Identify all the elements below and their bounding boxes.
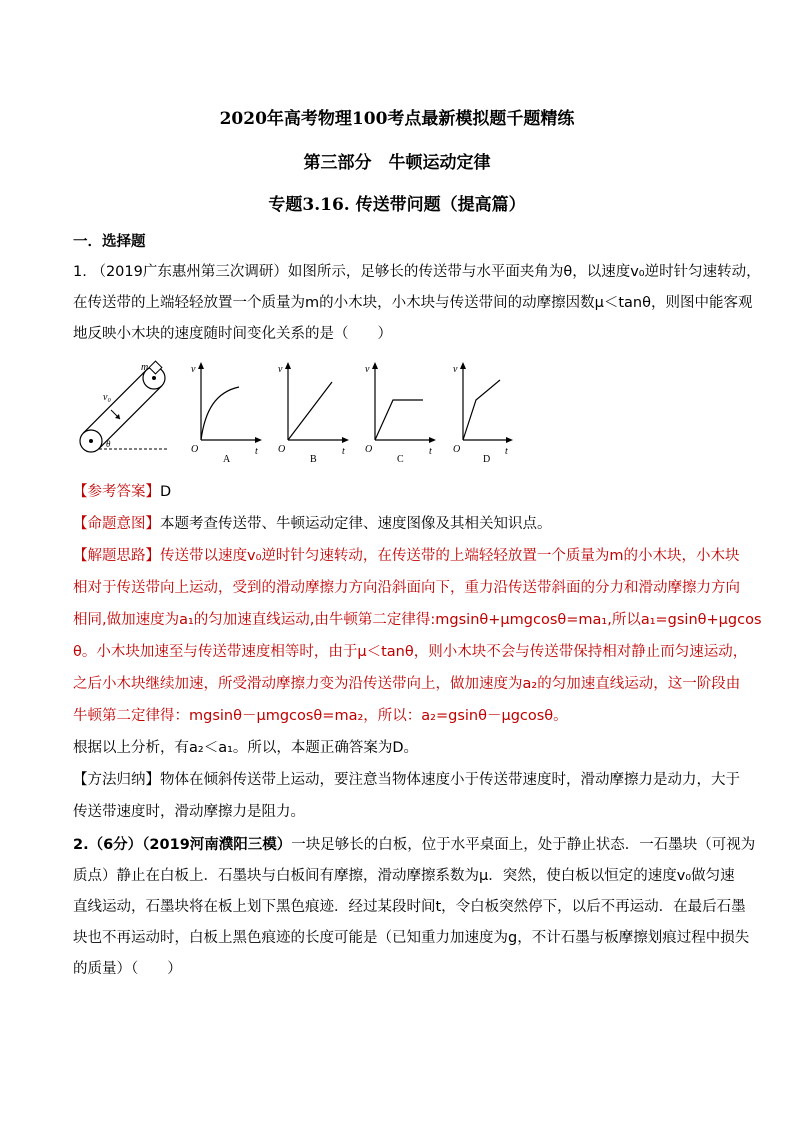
graph-b (278, 362, 349, 465)
solution-line-4: θ。小木块加速至与传送带速度相等时，由于μ＜tanθ，则小木块不会与传送带保持相对静止而匀速运动， (73, 644, 748, 660)
method-row-1 (73, 770, 740, 790)
svg-text:O: O (365, 444, 373, 455)
q2-row-1 (73, 835, 756, 855)
topic-title: 专题3.16. 传送带问题（提高篇） (268, 195, 526, 215)
svg-text:t: t (505, 446, 508, 457)
intent-text: 本题考查传送带、牛顿运动定律、速度图像及其相关知识点。 (160, 516, 552, 532)
solution-line-1: 传送带以速度v₀逆时针匀速转动，在传送带的上端轻轻放置一个质量为m的小木块，小木块 (160, 548, 740, 564)
graph-d-line (463, 380, 500, 440)
q1-line-1: 1. （2019广东惠州第三次调研）如图所示，足够长的传送带与水平面夹角为θ，以速度v₀逆时针匀速转动， (73, 264, 761, 280)
conclusion-line: 根据以上分析，有a₂＜a₁。所以，本题正确答案为D。 (73, 740, 419, 756)
intent-row (73, 514, 733, 534)
belt-label-v0: v₀ (103, 392, 111, 403)
solution-line-6: 牛顿第二定律得：mgsinθ－μmgcosθ=ma₂，所以：a₂=gsinθ－μgcosθ。 (73, 708, 568, 724)
method-line-2: 传送带速度时，滑动摩擦力是阻力。 (73, 804, 305, 820)
q2-head: 2.（6分）（2019河南濮阳三模） (73, 837, 292, 853)
graph-b-line (288, 382, 332, 440)
svg-text:O: O (278, 444, 286, 455)
part-title: 第三部分 牛顿运动定律 (303, 153, 491, 173)
answer-value: D (160, 484, 172, 500)
q2-line-1: 一块足够长的白板，位于水平桌面上，处于静止状态．一石墨块（可视为 (291, 837, 756, 853)
solution-row-1 (73, 546, 740, 566)
q2-line-5: 的质量）（ ） (73, 961, 182, 977)
method-label: 【方法归纳】 (73, 772, 160, 788)
svg-text:O: O (453, 444, 461, 455)
svg-text:v: v (278, 364, 283, 375)
belt-label-m: m (141, 362, 149, 373)
section-heading: 一．选择题 (73, 234, 146, 250)
graph-c (365, 362, 436, 465)
conveyor-belt-diagram (80, 361, 168, 452)
graph-a-label: A (223, 454, 231, 465)
graph-b-label: B (310, 454, 317, 465)
q1-line-2: 在传送带的上端轻轻放置一个质量为m的小木块，小木块与传送带间的动摩擦因数μ＜tanθ，则图中能客观 (73, 295, 753, 311)
svg-text:v: v (453, 364, 458, 375)
svg-text:t: t (255, 446, 258, 457)
q2-line-2: 质点）静止在白板上．石墨块与白板间有摩擦，滑动摩擦系数为μ．突然，使白板以恒定的速度v₀做匀速 (73, 868, 735, 884)
q1-figure-svg (73, 360, 513, 465)
graph-d (453, 362, 513, 465)
intent-label: 【命题意图】 (73, 516, 160, 532)
solution-line-3: 相同,做加速度为a₁的匀加速直线运动,由牛顿第二定律得:mgsinθ+μmgcosθ=ma₁,所以a₁=gsinθ+μgcos (73, 612, 762, 628)
graph-d-label: D (483, 454, 491, 465)
solution-label: 【解题思路】 (73, 548, 160, 564)
svg-text:v: v (365, 364, 370, 375)
graph-a-curve (201, 387, 239, 440)
q2-line-3: 直线运动，石墨块将在板上划下黑色痕迹．经过某段时间t，令白板突然停下，以后不再运动．在最后石墨 (73, 899, 746, 915)
graph-c-label: C (397, 454, 404, 465)
solution-line-5: 之后小木块继续加速，所受滑动摩擦力变为沿传送带向上，做加速度为a₂的匀加速直线运动，这一阶段由 (73, 676, 741, 692)
graph-a (191, 362, 262, 465)
svg-text:O: O (191, 444, 199, 455)
q2-line-4: 块也不再运动时，白板上黑色痕迹的长度可能是（已知重力加速度为g，不计石墨与板摩擦划痕过程中损失 (73, 930, 750, 946)
svg-text:t: t (429, 446, 432, 457)
method-line-1: 物体在倾斜传送带上运动，要注意当物体速度小于传送带速度时，滑动摩擦力是动力，大于 (160, 772, 740, 788)
svg-text:t: t (342, 446, 345, 457)
q1-line-3: 地反映小木块的速度随时间变化关系的是（ ） (73, 326, 392, 342)
answer-label: 【参考答案】 (73, 484, 160, 500)
main-title: 2020年高考物理100考点最新模拟题千题精练 (219, 109, 575, 129)
graph-c-line (375, 400, 423, 440)
q1-figure (73, 360, 513, 465)
block-m (149, 361, 162, 374)
solution-line-2: 相对于传送带向上运动，受到的滑动摩擦力方向沿斜面向下，重力沿传送带斜面的分力和滑动摩擦力方向 (73, 580, 740, 596)
answer-row (73, 482, 733, 502)
svg-text:v: v (191, 364, 196, 375)
belt-label-theta: θ (106, 439, 111, 449)
